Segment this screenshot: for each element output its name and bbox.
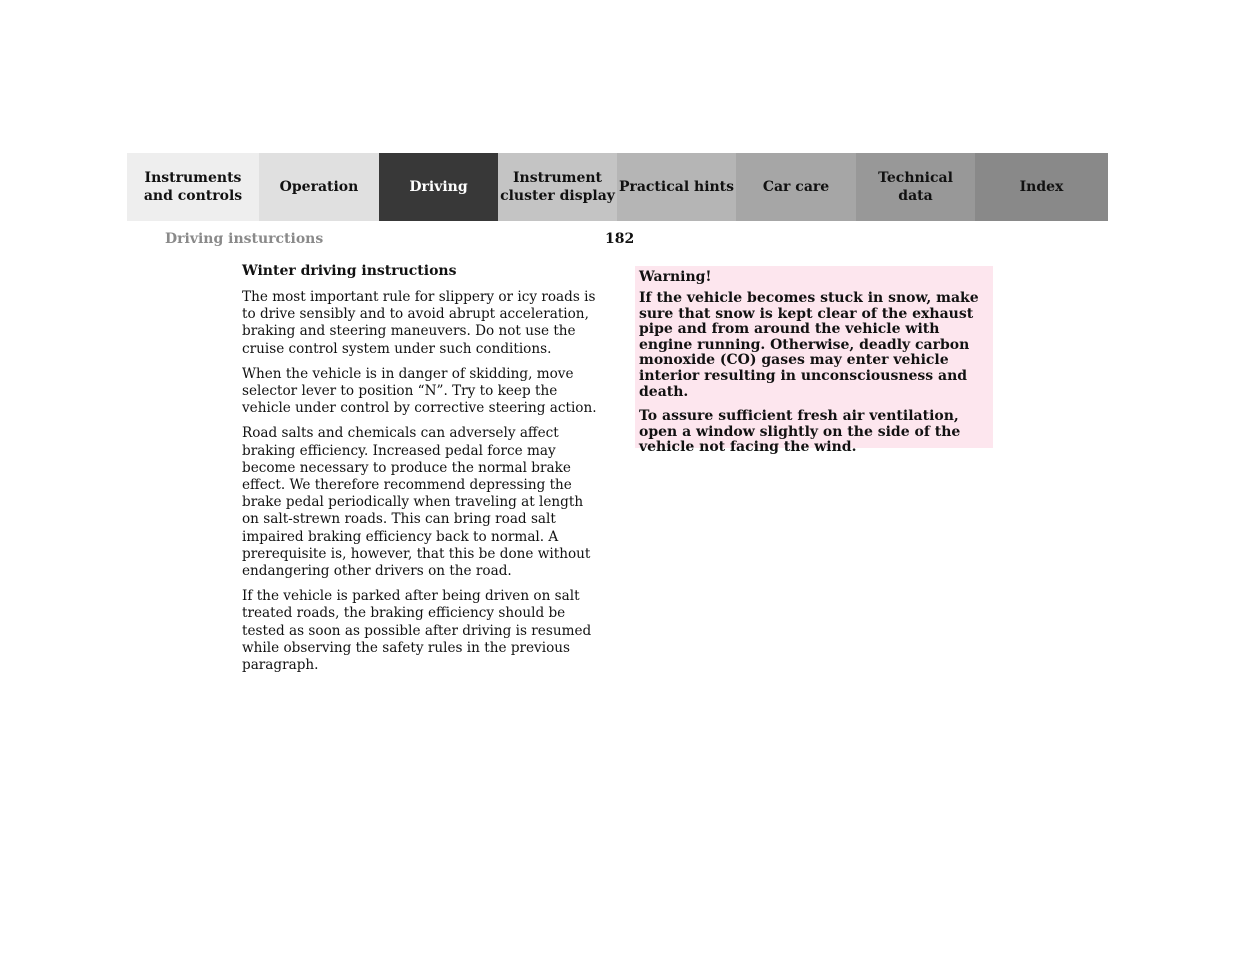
tab-technical-data[interactable]: [856, 153, 975, 221]
tab-label: Index: [1019, 179, 1064, 195]
tab-practical-hints[interactable]: [617, 153, 736, 221]
tab-label: Driving: [409, 179, 468, 195]
body-paragraph: The most important rule for slippery or icy roads is to drive sensibly and to avoid abrupt acceleration, braking and steering maneuvers. Do not use the cruise control system under such conditions.: [242, 289, 596, 357]
tab-operation[interactable]: [259, 153, 379, 221]
tab-label: Operation: [279, 179, 359, 195]
running-section-title: Driving insturctions: [165, 231, 324, 247]
tab-label: Practical hints: [618, 179, 735, 195]
tab-label: Instruments and controls: [143, 170, 243, 204]
warning-title: Warning!: [639, 269, 712, 285]
section-tab-bar: [127, 153, 1108, 221]
warning-paragraph: To assure sufficient fresh air ventilation, open a window slightly on the side of the vehicle not facing the wind.: [639, 408, 961, 456]
tab-instruments-and-controls[interactable]: [127, 153, 259, 221]
main-text-column: [242, 262, 602, 682]
body-paragraph: When the vehicle is in danger of skidding, move selector lever to position “N”. Try to keep the vehicle under control by corrective steering action.: [242, 365, 597, 417]
tab-instrument-cluster-display[interactable]: [498, 153, 617, 221]
section-heading: Winter driving instructions: [242, 263, 457, 279]
body-paragraph: If the vehicle is parked after being driven on salt treated roads, the braking efficiency should be tested as soon as possible after driving is resumed while observing the safety rules in the previous paragraph.: [242, 588, 592, 674]
tab-label: Car care: [762, 179, 830, 195]
body-paragraph: Road salts and chemicals can adversely affect braking efficiency. Increased pedal force may become necessary to produce the normal brake effect. We therefore recommend depressing the brake pedal periodically when traveling at length on salt-strewn roads. This can bring road salt impaired braking efficiency back to normal. A prerequisite is, however, that this be done without endangering other drivers on the road.: [242, 425, 591, 580]
tab-label: Technical data: [878, 170, 953, 204]
tab-index[interactable]: [975, 153, 1108, 221]
tab-driving[interactable]: [379, 153, 498, 221]
tab-label: Instrument cluster display: [500, 170, 615, 204]
tab-car-care[interactable]: [736, 153, 856, 221]
page-number: 182: [605, 231, 635, 247]
warning-box: [635, 266, 993, 456]
warning-paragraph: If the vehicle becomes stuck in snow, make sure that snow is kept clear of the exhaust pipe and from around the vehicle with engine running. Otherwise, deadly carbon monoxide (CO) gases may enter vehicle interior resulting in unconsciousness and death.: [639, 290, 979, 400]
